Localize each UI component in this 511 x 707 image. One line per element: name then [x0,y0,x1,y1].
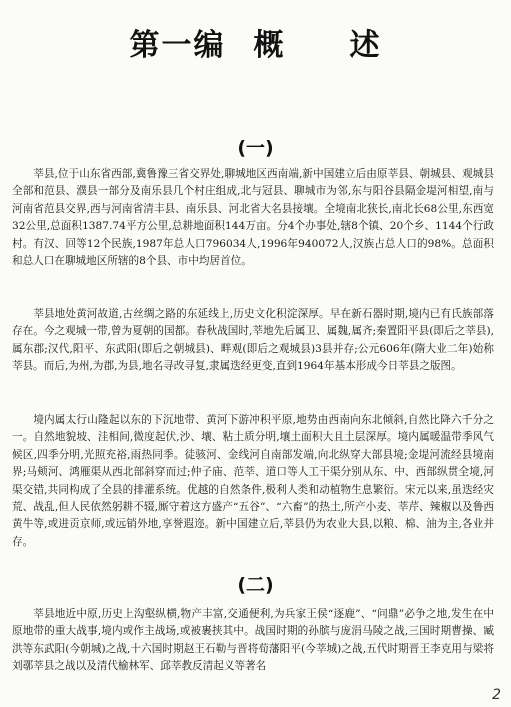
section-heading-2: (二) [237,574,274,596]
paragraph-overview-location: 莘县,位于山东省西部,冀鲁豫三省交界处,聊城地区西南端,新中国建立后由原莘县、朝城县、观城县全部和范县、濮县一部分及南乐县几个村庄组成,北与冠县、聊城市为邻,东与阳谷县隔金堤河相望,南与河南省范县交界,西与河南省清丰县、南乐县、河北省大名县接壤。全境南北狭长,南北长68公里,东西宽32公里,总面积1387.74平方公里,总耕地面积144万亩。分4个办事处,辖8个镇、20个乡、1144个行政村。有汉、回等12个民族,1987年总人口796034人,1996年940072人,汉族占总人口的98%。总面积和总人口在聊城地区所辖的8个县、市中均居首位。 [12,168,494,268]
section-heading-1: (一) [237,137,274,159]
paragraph-history: 莘县地处黄河故道,古丝绸之路的东延线上,历史文化积淀深厚。早在新石器时期,境内已有氏族部落存在。今之观城一带,曾为夏朝的国都。春秋战国时,莘地先后属卫、属魏,属齐;秦置阳平县(即后之莘县),属东郡;汉代,阳平、东武阳(即后之朝城县)、畔观(即后之观城县)3县并存;公元606年(隋大业二年)始称莘县。而后,为州,为郡,为县,地名寻改寻复,隶属迭经更变,直到1964年基本形成今日莘县之版图。 [12,308,494,373]
page-number: 2 [492,687,501,703]
chapter-number: 第一编 [129,28,226,63]
chapter-title [0,20,511,64]
chapter-name: 概 述 [253,28,382,63]
paragraph-geography: 境内属太行山隆起以东的下沉地带、黄河下游冲积平原,地势由西南向东北倾斜,自然比降六千分之一。自然地貌坡、洼相间,微度起伏,沙、壤、粘土质分明,壤土面积大且土层深厚。境内属暖温带季风气候区,四季分明,光照充裕,雨热同季。徒骇河、金线河自南部发端,向北纵穿大部县境;金堤河流经县境南界;马颊河、鸿雁渠从西北部斜穿而过;仲子庙、范莘、道口等人工干渠分别从东、中、西部纵贯全境,河渠交错,共同构成了全县的排灌系统。优越的自然条件,极利人类和动植物生息繁衍。宋元以来,虽迭经灾荒、战乱,但人民依然躬耕不辍,厮守着这方盛产“五谷”、“六畜”的热土,所产小麦、莘芹、辣椒以及鲁西黄牛等,或进贡京师,或远销外地,享誉遐迩。新中国建立后,莘县仍为农业大县,以粮、棉、油为主,各业并存。 [12,414,494,548]
paragraph-military-history: 莘县地近中原,历史上沟壑纵横,物产丰富,交通便利,为兵家王侯“逐鹿”、“问鼎”必争之地,发生在中原地带的重大战事,境内或作主战场,或被裹挟其中。战国时期的孙膑与庞涓马陵之战,三国时期曹操、臧洪等东武阳(今朝城)之战,十六国时期赵王石勒与晋将荀藩阳平(今莘城)之战,五代时期晋王李克用与梁将刘鄩莘县之战以及清代榆林军、邱莘教反清起义等著名 [12,608,494,673]
